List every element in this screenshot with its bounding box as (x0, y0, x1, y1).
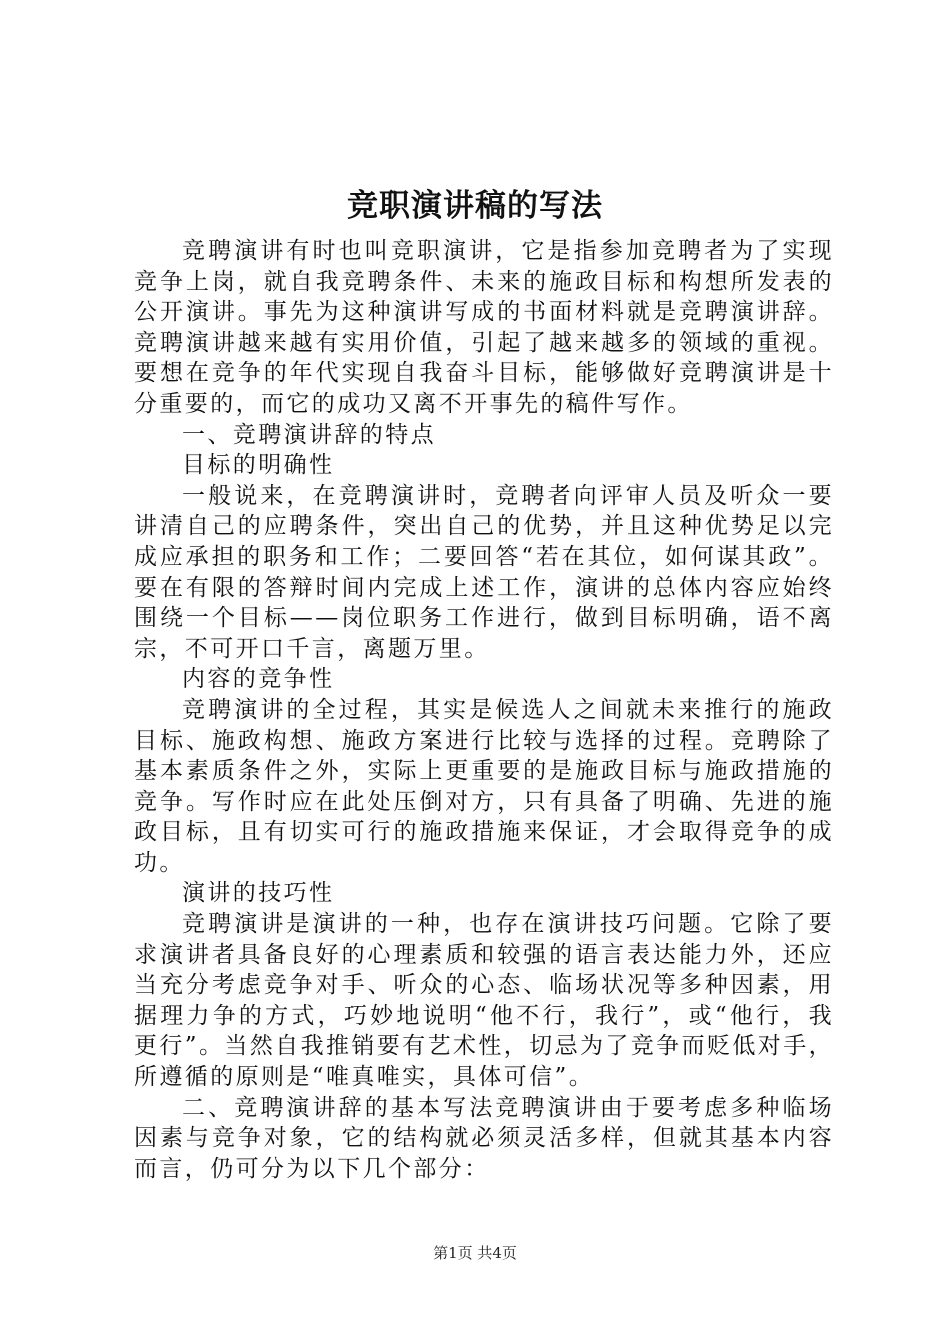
paragraph-speech-skill: 竞聘演讲是演讲的一种，也存在演讲技巧问题。它除了要求演讲者具备良好的心理素质和较强的语言表达能力外，还应当充分考虑竞争对手、听众的心态、临场状况等多种因素，用据理力争的方式，巧妙地说明“他不行，我行”，或“他行，我更行”。当然自我推销要有艺术性，切忌为了竞争而贬低对手，所遵循的原则是“唯真唯实，具体可信”。 (134, 911, 834, 1091)
page-footer: 第1页 共4页 (433, 1244, 517, 1262)
subheading-speech-skill: 演讲的技巧性 (182, 880, 335, 907)
document-body (134, 236, 834, 1184)
document-title: 竞职演讲稿的写法 (347, 188, 603, 224)
paragraph-goal-clarity: 一般说来，在竞聘演讲时，竞聘者向评审人员及听众一要讲清自己的应聘条件，突出自己的优势，并且这种优势足以完成应承担的职务和工作；二要回答“若在其位，如何谋其政”。要在有限的答辩时间内完成上述工作，演讲的总体内容应始终围绕一个目标——岗位职务工作进行，做到目标明确，语不离宗，不可开口千言，离题万里。 (134, 482, 834, 662)
subheading-content-competitiveness: 内容的竞争性 (182, 666, 335, 693)
paragraph-basic-writing: 二、竞聘演讲辞的基本写法竞聘演讲由于要考虑多种临场因素与竞争对象，它的结构就必须灵活多样，但就其基本内容而言，仍可分为以下几个部分： (134, 1094, 834, 1182)
paragraph-content-competitiveness: 竞聘演讲的全过程，其实是候选人之间就未来推行的施政目标、施政构想、施政方案进行比较与选择的过程。竞聘除了基本素质条件之外，实际上更重要的是施政目标与施政措施的竞争。写作时应在此处压倒对方，只有具备了明确、先进的施政目标，且有切实可行的施政措施来保证，才会取得竞争的成功。 (134, 696, 834, 876)
subheading-goal-clarity: 目标的明确性 (182, 452, 335, 479)
paragraph-intro: 竞聘演讲有时也叫竞职演讲，它是指参加竞聘者为了实现竞争上岗，就自我竞聘条件、未来的施政目标和构想所发表的公开演讲。事先为这种演讲写成的书面材料就是竞聘演讲辞。竞聘演讲越来越有实用价值，引起了越来越多的领域的重视。要想在竞争的年代实现自我奋斗目标，能够做好竞聘演讲是十分重要的，而它的成功又离不开事先的稿件写作。 (134, 238, 834, 417)
section-heading-features: 一、竞聘演讲辞的特点 (182, 421, 436, 448)
